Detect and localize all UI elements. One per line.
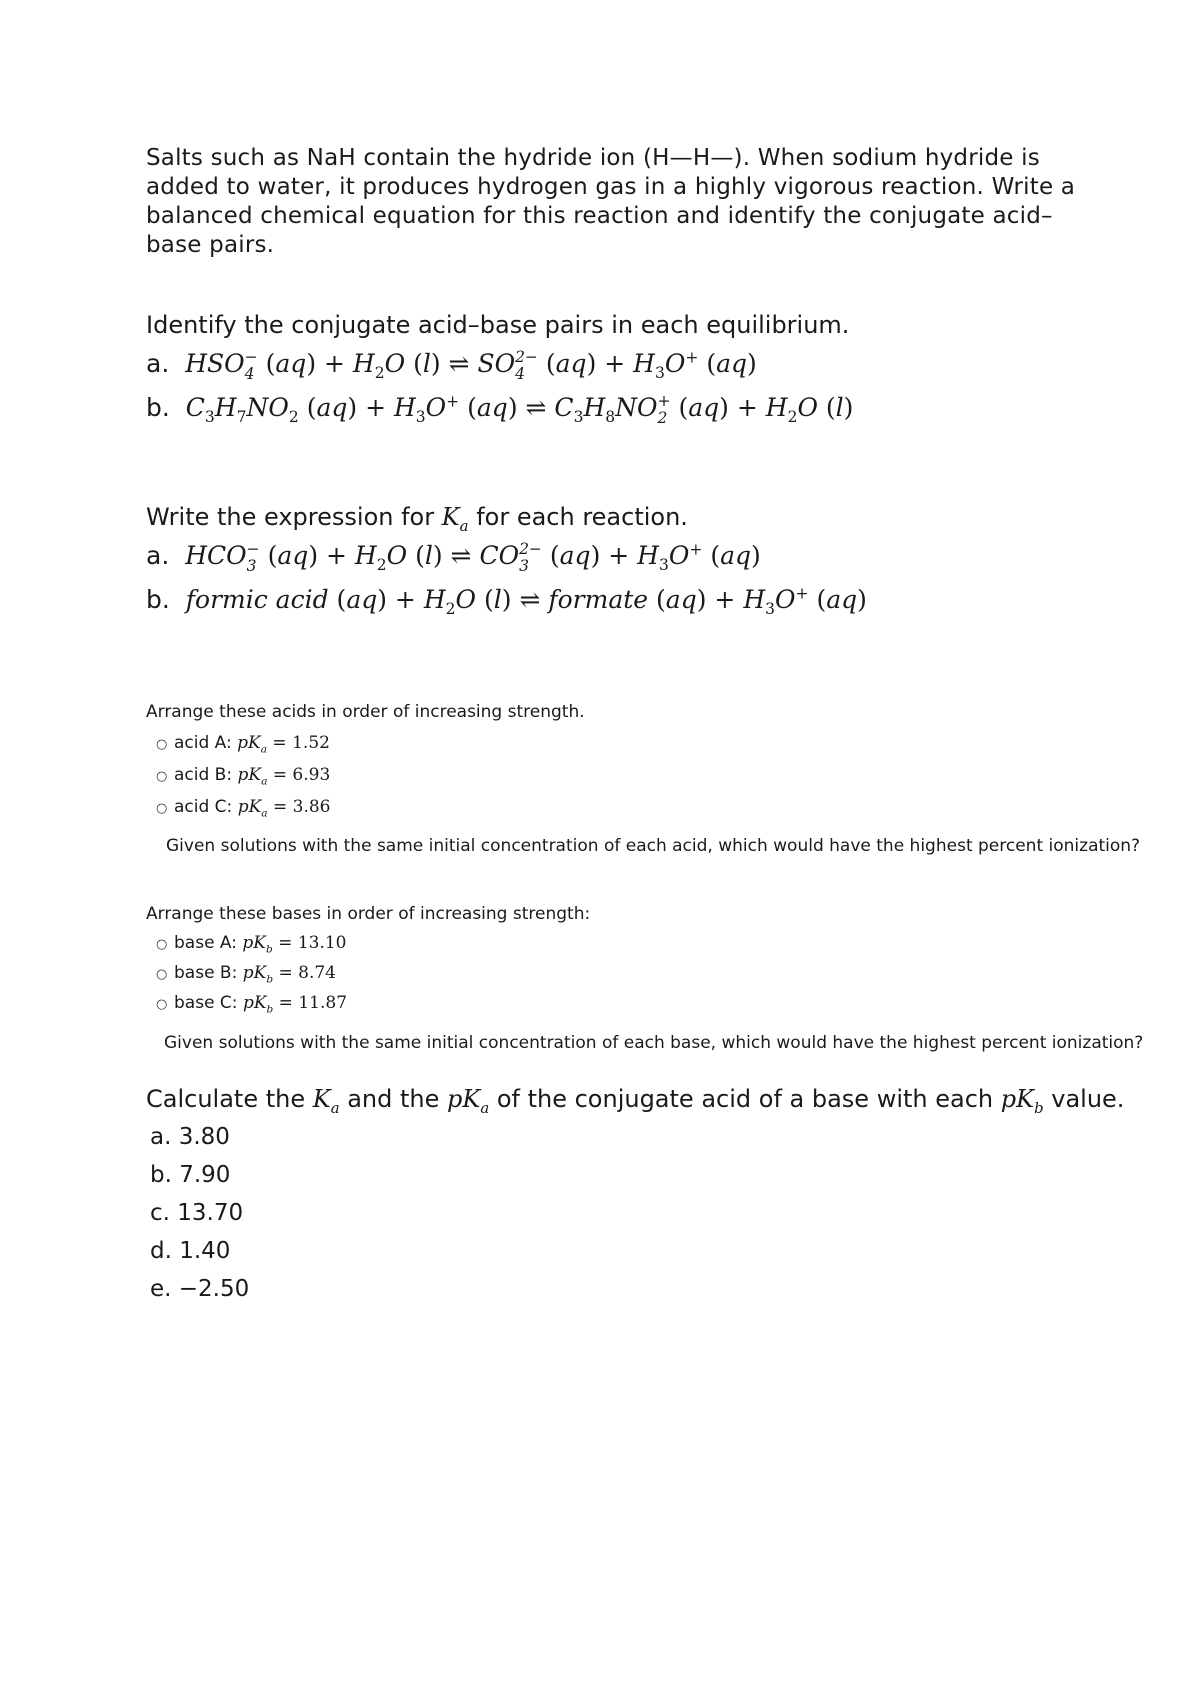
list-item: b. 7.90 xyxy=(150,1162,231,1188)
ka-pka-heading: Calculate the $K_a$ and the $pK_a$ of the conjugate acid of a base with each $pK_b$ value. xyxy=(146,1085,1125,1117)
equation-label: a. xyxy=(146,349,170,378)
equation-3b: b. formic acid $(aq) + H_2O$ (l) ⇌ formate $(aq) + H_3O^+$ (aq) xyxy=(146,584,867,618)
bullet-icon: ○ xyxy=(156,801,168,816)
acid-strength-heading: Arrange these acids in order of increasing strength. xyxy=(146,702,585,722)
acid-ionization-question: Given solutions with the same initial concentration of each acid, which would have the highest percent ionization? xyxy=(166,836,1141,856)
bullet-icon: ○ xyxy=(156,937,168,952)
base-strength-problem xyxy=(146,900,1143,1055)
bullet-icon: ○ xyxy=(156,967,168,982)
ka-pka-problem xyxy=(146,1084,1124,1308)
list-item: ○ acid C: $pK_a = 3.86$ xyxy=(146,792,1140,824)
list-item: c. 13.70 xyxy=(150,1200,244,1226)
base-strength-heading: Arrange these bases in order of increasing strength: xyxy=(146,904,591,924)
pkb-value-list xyxy=(146,1118,1124,1308)
ka-expression-problem xyxy=(146,502,867,622)
equation-label: a. xyxy=(146,541,170,570)
list-item: ○ acid B: $pK_a = 6.93$ xyxy=(146,760,1140,792)
conjugate-pairs-heading: Identify the conjugate acid–base pairs in each equilibrium. xyxy=(146,311,850,339)
equation-label: b. xyxy=(146,585,170,614)
ka-expression-heading: Write the expression for $K_a$ for each reaction. xyxy=(146,503,688,535)
bullet-icon: ○ xyxy=(156,997,168,1012)
equation-label: b. xyxy=(146,393,170,422)
base-ionization-question: Given solutions with the same initial concentration of each base, which would have the highest percent ionization? xyxy=(164,1033,1144,1053)
list-item: ○ base B: $pK_b = 8.74$ xyxy=(146,959,1143,989)
hydride-problem xyxy=(146,144,1076,260)
list-item: a. 3.80 xyxy=(150,1124,230,1150)
list-item: ○ acid A: $pK_a = 1.52$ xyxy=(146,728,1140,760)
list-item: ○ base C: $pK_b = 11.87$ xyxy=(146,989,1143,1019)
equation-2b: b. $C_3H_7NO_2$ $(aq) + H_3O^+$ (aq) ⇌ $C_3H_8NO$ + 2 $(aq) + H_2O$ (l) xyxy=(146,392,854,427)
equation-2a: a. HSO − 4 $(aq) + H_2O$ (l) ⇌ SO 2− 4 $(aq) + H_3O^+$ (aq) xyxy=(146,348,757,383)
acid-strength-problem xyxy=(146,697,1140,858)
equation-3a: a. HCO − 3 $(aq) + H_2O$ (l) ⇌ CO 2− 3 $(aq) + H_3O^+$ (aq) xyxy=(146,540,761,575)
bullet-icon: ○ xyxy=(156,769,168,784)
hydride-problem-text: Salts such as NaH contain the hydride ion (H—H—). When sodium hydride is added to water, it produces hydrogen gas in a highly vigorous reaction. Write a balanced chemical equation for this reaction and identify the conjugate acid–base pairs. xyxy=(146,145,1076,258)
list-item: d. 1.40 xyxy=(150,1238,231,1264)
bullet-icon: ○ xyxy=(156,737,168,752)
list-item: ○ base A: $pK_b = 13.10$ xyxy=(146,929,1143,959)
list-item: e. −2.50 xyxy=(150,1276,250,1302)
conjugate-pairs-problem xyxy=(146,310,853,430)
